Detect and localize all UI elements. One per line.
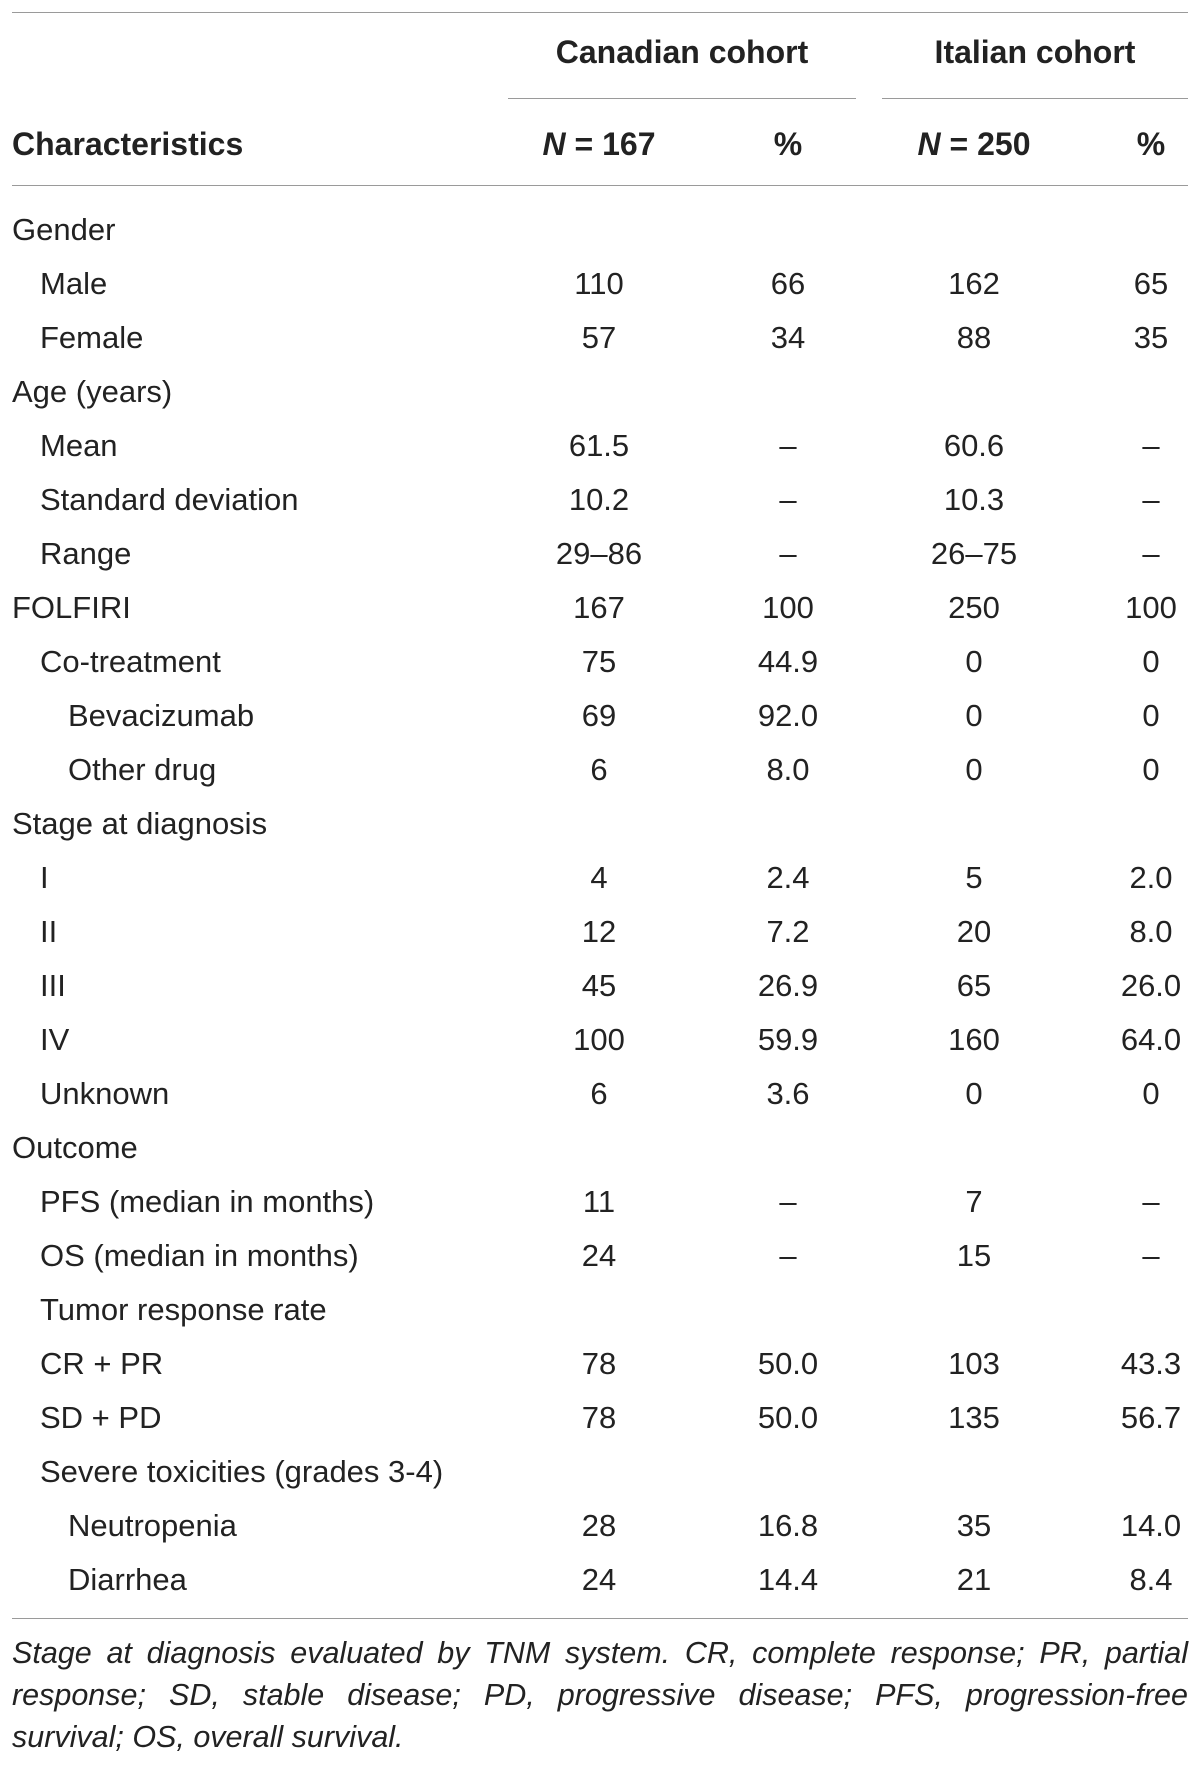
canadian-percent-cell: – (779, 428, 797, 463)
italian-percent-cell: 0 (1142, 698, 1160, 733)
italian-n-header (874, 126, 1074, 163)
canadian-n-cell: 78 (581, 1400, 617, 1435)
table-body (0, 203, 1200, 1607)
header-bottom-rule (12, 185, 1188, 186)
canadian-percent-cell: 26.9 (757, 968, 819, 1003)
table-row (0, 581, 1200, 635)
italian-percent-cell: 100 (1125, 590, 1177, 625)
table-row (0, 1445, 1200, 1499)
canadian-n-cell: 167 (573, 590, 625, 625)
italian-percent-cell: 14.0 (1120, 1508, 1182, 1543)
italian-percent-cell: 65 (1133, 266, 1169, 301)
italian-n-cell: 135 (948, 1400, 1000, 1435)
row-label: Age (years) (12, 374, 173, 409)
table-row (0, 1229, 1200, 1283)
canadian-percent-cell: 16.8 (757, 1508, 819, 1543)
canadian-percent-cell: 50.0 (757, 1400, 819, 1435)
table-row (0, 473, 1200, 527)
table-row (0, 959, 1200, 1013)
italian-percent-cell: 0 (1142, 644, 1160, 679)
canadian-n-cell: 45 (581, 968, 617, 1003)
canadian-n-cell: 61.5 (568, 428, 630, 463)
row-label: II (40, 914, 58, 949)
italian-n-cell: 10.3 (943, 482, 1005, 517)
row-label: CR + PR (40, 1346, 164, 1381)
italian-n-cell: 35 (956, 1508, 992, 1543)
canadian-n-cell: 4 (590, 860, 608, 895)
italian-percent-cell: 35 (1133, 320, 1169, 355)
italian-cohort-header: Italian cohort (934, 34, 1136, 70)
canadian-percent-cell: – (779, 1238, 797, 1273)
table-row (0, 527, 1200, 581)
italian-percent-cell: – (1142, 536, 1160, 571)
row-label: Diarrhea (68, 1562, 187, 1597)
row-label: Neutropenia (68, 1508, 237, 1543)
italian-percent-cell: – (1142, 482, 1160, 517)
italian-percent-cell: 0 (1142, 1076, 1160, 1111)
table-row (0, 419, 1200, 473)
italian-n-cell: 103 (948, 1346, 1000, 1381)
italian-n-cell: 26–75 (930, 536, 1018, 571)
italian-n-cell: 88 (956, 320, 992, 355)
row-label: Other drug (68, 752, 217, 787)
canadian-percent-cell: 14.4 (757, 1562, 819, 1597)
table-row (0, 905, 1200, 959)
row-label: PFS (median in months) (40, 1184, 375, 1219)
canadian-n-cell: 75 (581, 644, 617, 679)
row-label: Bevacizumab (68, 698, 255, 733)
italian-n-cell: 60.6 (943, 428, 1005, 463)
canadian-percent-cell: 2.4 (766, 860, 810, 895)
italian-percent-header: % (1136, 126, 1166, 162)
canadian-percent-cell: 8.0 (766, 752, 810, 787)
canadian-percent-cell: 7.2 (766, 914, 810, 949)
bottom-rule (12, 1618, 1188, 1619)
row-label: Range (40, 536, 132, 571)
canadian-n-cell: 57 (581, 320, 617, 355)
row-label: Tumor response rate (40, 1292, 327, 1327)
row-label: IV (40, 1022, 70, 1057)
table-row (0, 311, 1200, 365)
table-row (0, 743, 1200, 797)
table-row (0, 689, 1200, 743)
italian-percent-cell: 64.0 (1120, 1022, 1182, 1057)
italian-n-cell: 21 (956, 1562, 992, 1597)
italian-percent-cell: 56.7 (1120, 1400, 1182, 1435)
canadian-percent-cell: 44.9 (757, 644, 819, 679)
row-label: I (40, 860, 49, 895)
row-label: Female (40, 320, 144, 355)
table-row (0, 1283, 1200, 1337)
italian-n-value: = 250 (940, 126, 1031, 162)
table-footnote: Stage at diagnosis evaluated by TNM system. CR, complete response; PR, partial response; SD, stable disease; PD, progressive disease; PFS, progression-free survival; OS, overall survival. (12, 1636, 1188, 1754)
canadian-percent-cell: 3.6 (766, 1076, 810, 1111)
table-row (0, 1553, 1200, 1607)
row-label: Severe toxicities (grades 3-4) (40, 1454, 444, 1489)
row-label: Gender (12, 212, 116, 247)
italian-n-cell: 65 (956, 968, 992, 1003)
canadian-n-cell: 6 (590, 1076, 608, 1111)
canadian-n-symbol: N (542, 126, 566, 162)
table-row (0, 365, 1200, 419)
table-row (0, 1013, 1200, 1067)
canadian-n-cell: 11 (582, 1184, 616, 1219)
italian-n-cell: 0 (965, 644, 983, 679)
canadian-n-cell: 28 (581, 1508, 617, 1543)
canadian-cohort-header: Canadian cohort (555, 34, 809, 70)
table-row (0, 851, 1200, 905)
canadian-n-value: = 167 (565, 126, 656, 162)
canadian-n-cell: 69 (581, 698, 617, 733)
italian-n-cell: 0 (965, 698, 983, 733)
canadian-percent-cell: 34 (770, 320, 806, 355)
italian-n-cell: 0 (965, 752, 983, 787)
italian-n-cell: 0 (965, 1076, 983, 1111)
top-rule (12, 12, 1188, 13)
italian-n-cell: 20 (956, 914, 992, 949)
table-row (0, 1391, 1200, 1445)
italian-percent-cell: 8.0 (1129, 914, 1173, 949)
italian-percent-cell: – (1142, 428, 1160, 463)
canadian-percent-cell: – (779, 1184, 797, 1219)
table-row (0, 1067, 1200, 1121)
table-row (0, 635, 1200, 689)
canadian-n-cell: 100 (573, 1022, 625, 1057)
italian-cohort-underline (882, 98, 1188, 99)
row-label: OS (median in months) (40, 1238, 359, 1273)
italian-n-symbol: N (917, 126, 941, 162)
row-label: Standard deviation (40, 482, 299, 517)
row-label: Outcome (12, 1130, 138, 1165)
canadian-percent-cell: – (779, 536, 797, 571)
canadian-percent-cell: 50.0 (757, 1346, 819, 1381)
italian-n-cell: 250 (948, 590, 1000, 625)
row-label: III (40, 968, 66, 1003)
italian-percent-cell: 26.0 (1120, 968, 1182, 1003)
row-label: Unknown (40, 1076, 170, 1111)
canadian-cohort-underline (508, 98, 856, 99)
italian-percent-cell: – (1142, 1184, 1160, 1219)
canadian-n-cell: 29–86 (555, 536, 643, 571)
italian-n-cell: 5 (965, 860, 983, 895)
row-label: Mean (40, 428, 118, 463)
row-label: Male (40, 266, 108, 301)
canadian-n-cell: 110 (574, 266, 624, 301)
italian-percent-cell: 43.3 (1120, 1346, 1182, 1381)
row-label: SD + PD (40, 1400, 162, 1435)
canadian-percent-header: % (773, 126, 803, 162)
canadian-n-cell: 78 (581, 1346, 617, 1381)
canadian-n-cell: 10.2 (568, 482, 630, 517)
row-label: Co-treatment (40, 644, 221, 679)
italian-n-cell: 160 (948, 1022, 1000, 1057)
italian-n-cell: 15 (956, 1238, 992, 1273)
italian-percent-cell: 0 (1142, 752, 1160, 787)
canadian-n-cell: 12 (581, 914, 617, 949)
table-row (0, 257, 1200, 311)
canadian-percent-cell: – (779, 482, 797, 517)
canadian-percent-cell: 59.9 (757, 1022, 819, 1057)
characteristics-header: Characteristics (12, 126, 244, 162)
table-row (0, 1121, 1200, 1175)
canadian-n-cell: 24 (581, 1238, 617, 1273)
italian-percent-cell: – (1142, 1238, 1160, 1273)
table-row (0, 1337, 1200, 1391)
canadian-percent-cell: 100 (762, 590, 814, 625)
italian-percent-cell: 2.0 (1129, 860, 1173, 895)
table-row (0, 797, 1200, 851)
italian-n-cell: 162 (948, 266, 1000, 301)
table-row (0, 1175, 1200, 1229)
canadian-n-cell: 6 (590, 752, 608, 787)
row-label: FOLFIRI (12, 590, 131, 625)
table-row (0, 1499, 1200, 1553)
canadian-percent-cell: 92.0 (757, 698, 819, 733)
row-label: Stage at diagnosis (12, 806, 268, 841)
italian-n-cell: 7 (965, 1184, 983, 1219)
italian-percent-cell: 8.4 (1129, 1562, 1173, 1597)
canadian-n-header (499, 126, 699, 163)
table-row (0, 203, 1200, 257)
canadian-n-cell: 24 (581, 1562, 617, 1597)
canadian-percent-cell: 66 (770, 266, 806, 301)
